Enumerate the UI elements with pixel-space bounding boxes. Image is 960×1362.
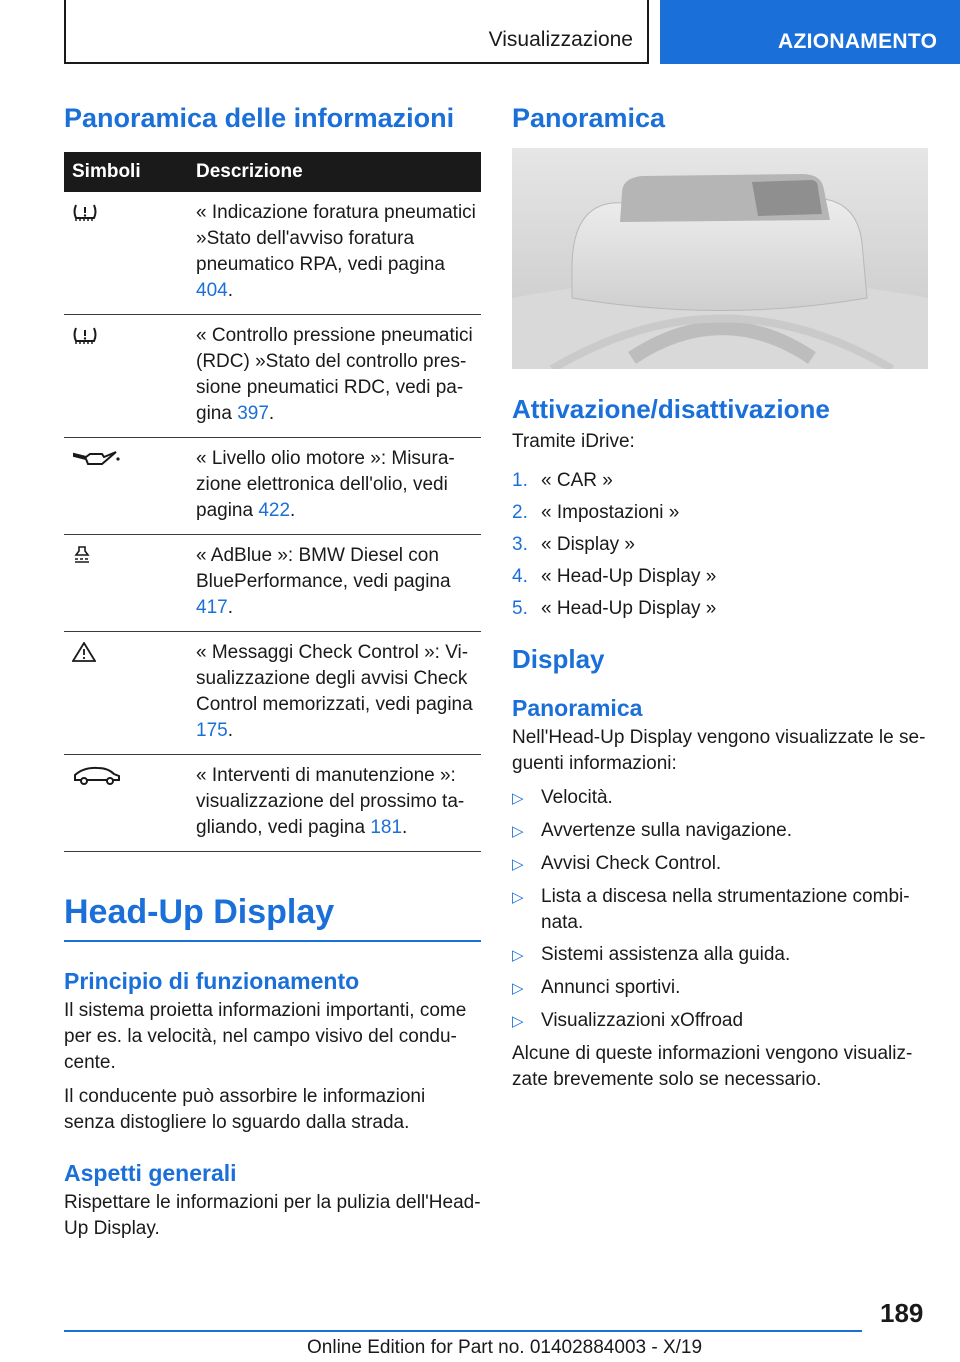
table-row [64,192,481,315]
principle-title: Principio di funzionamento [64,968,360,994]
list-item: 1. « CAR » [512,470,613,491]
tire-pressure-icon [72,202,98,227]
list-item: ▷ Avvertenze sulla navigazione. [512,820,793,841]
closing-paragraph: Alcune di queste informazioni vengono visualizzate brevemente solo se necessario. [512,1043,913,1090]
principle-paragraph-2: Il conducente può assorbire le informazioni senza distogliere lo sguardo dalla strada. [64,1086,426,1133]
page-link[interactable]: 422 [258,500,291,521]
list-item: ▷ Visualizzazioni xOffroad [512,1010,744,1031]
hud-photo [512,148,928,369]
table-row [64,438,481,535]
page-link[interactable]: 175 [196,720,228,741]
general-paragraph: Rispettare le informazioni per la pulizia dell'Head-Up Display. [64,1192,481,1239]
list-item: 4. « Head-Up Display » [512,566,717,587]
header-chapter-box [660,0,960,64]
table-row [64,535,481,632]
table-row [64,755,481,852]
footer-rule [64,1330,862,1332]
oil-can-icon [72,448,122,473]
table-cell-description: « Indicazione foratura pneumatici »Stato dell'avviso foratura pneumatico RPA, vedi pagina 404. [196,202,476,301]
display-intro: Nell'Head-Up Display vengono visualizzate le seguenti informazioni: [512,727,926,774]
car-service-icon [72,765,122,792]
table-cell-description: « Interventi di manutenzione »: visualizzazione del prossimo tagliando, vedi pagina 181. [196,765,465,838]
header-section-title: Visualizzazione [488,28,633,51]
list-item: ▷ Sistemi assistenza alla guida. [512,944,791,965]
warning-triangle-icon [72,642,96,667]
display-title: Display [512,644,605,674]
list-item: 2. « Impostazioni » [512,502,680,523]
overview-title: Panoramica [512,103,666,133]
hud-title-underline [64,940,481,942]
info-bullet-list [512,785,928,1035]
activation-intro: Tramite iDrive: [512,431,635,452]
page-link[interactable]: 181 [370,817,403,838]
display-subtitle: Panoramica [512,695,643,721]
left-column [64,96,481,1242]
list-item: ▷ Annunci sportivi. [512,977,681,998]
page-number: 189 [880,1298,924,1328]
page-link[interactable]: 417 [196,597,228,618]
header-section-box [64,0,649,64]
list-item: ▷ Velocità. [512,787,613,808]
symbols-table [64,152,481,852]
table-cell-description: « Controllo pressione pneumatici (RDC) »Stato del controllo pressione pneumatici RDC, vedi pagina 397. [196,325,473,424]
adblue-icon [72,545,92,570]
table-header-symbols: Simboli [72,161,141,182]
table-header [64,152,481,192]
activation-title: Attivazione/disattivazione [512,394,830,424]
header-chapter-title: AZIONAMENTO [778,30,938,53]
hud-title: Head-Up Display [64,893,335,931]
general-title: Aspetti generali [64,1160,237,1186]
steps-list [512,465,928,625]
table-cell-description: « Messaggi Check Control »: Visualizzazione degli avvisi Check Control memorizzati, vedi pagina 175. [196,642,473,741]
table-cell-description: « AdBlue »: BMW Diesel con BluePerformance, vedi pagina 417. [196,545,451,618]
list-item: ▷ Avvisi Check Control. [512,853,722,874]
table-cell-description: « Livello olio motore »: Misurazione elettronica dell'olio, vedi pagina 422. [196,448,455,521]
page-link[interactable]: 397 [237,403,269,424]
list-item: ▷ Lista a discesa nella strumentazione combinata. [512,886,910,933]
table-row [64,632,481,755]
page-link[interactable]: 404 [196,280,228,301]
footer-edition: Online Edition for Part no. 01402884003 - X/19 [307,1337,703,1358]
tire-pressure-icon [72,325,98,350]
table-header-description: Descrizione [196,161,303,182]
list-item: 3. « Display » [512,534,635,555]
list-item: 5. « Head-Up Display » [512,598,717,619]
principle-paragraph-1: Il sistema proietta informazioni importanti, come per es. la velocità, nel campo visivo del conducente. [64,1000,467,1073]
right-column [512,96,928,1093]
table-row [64,315,481,438]
overview-info-title: Panoramica delle informazioni [64,103,455,133]
